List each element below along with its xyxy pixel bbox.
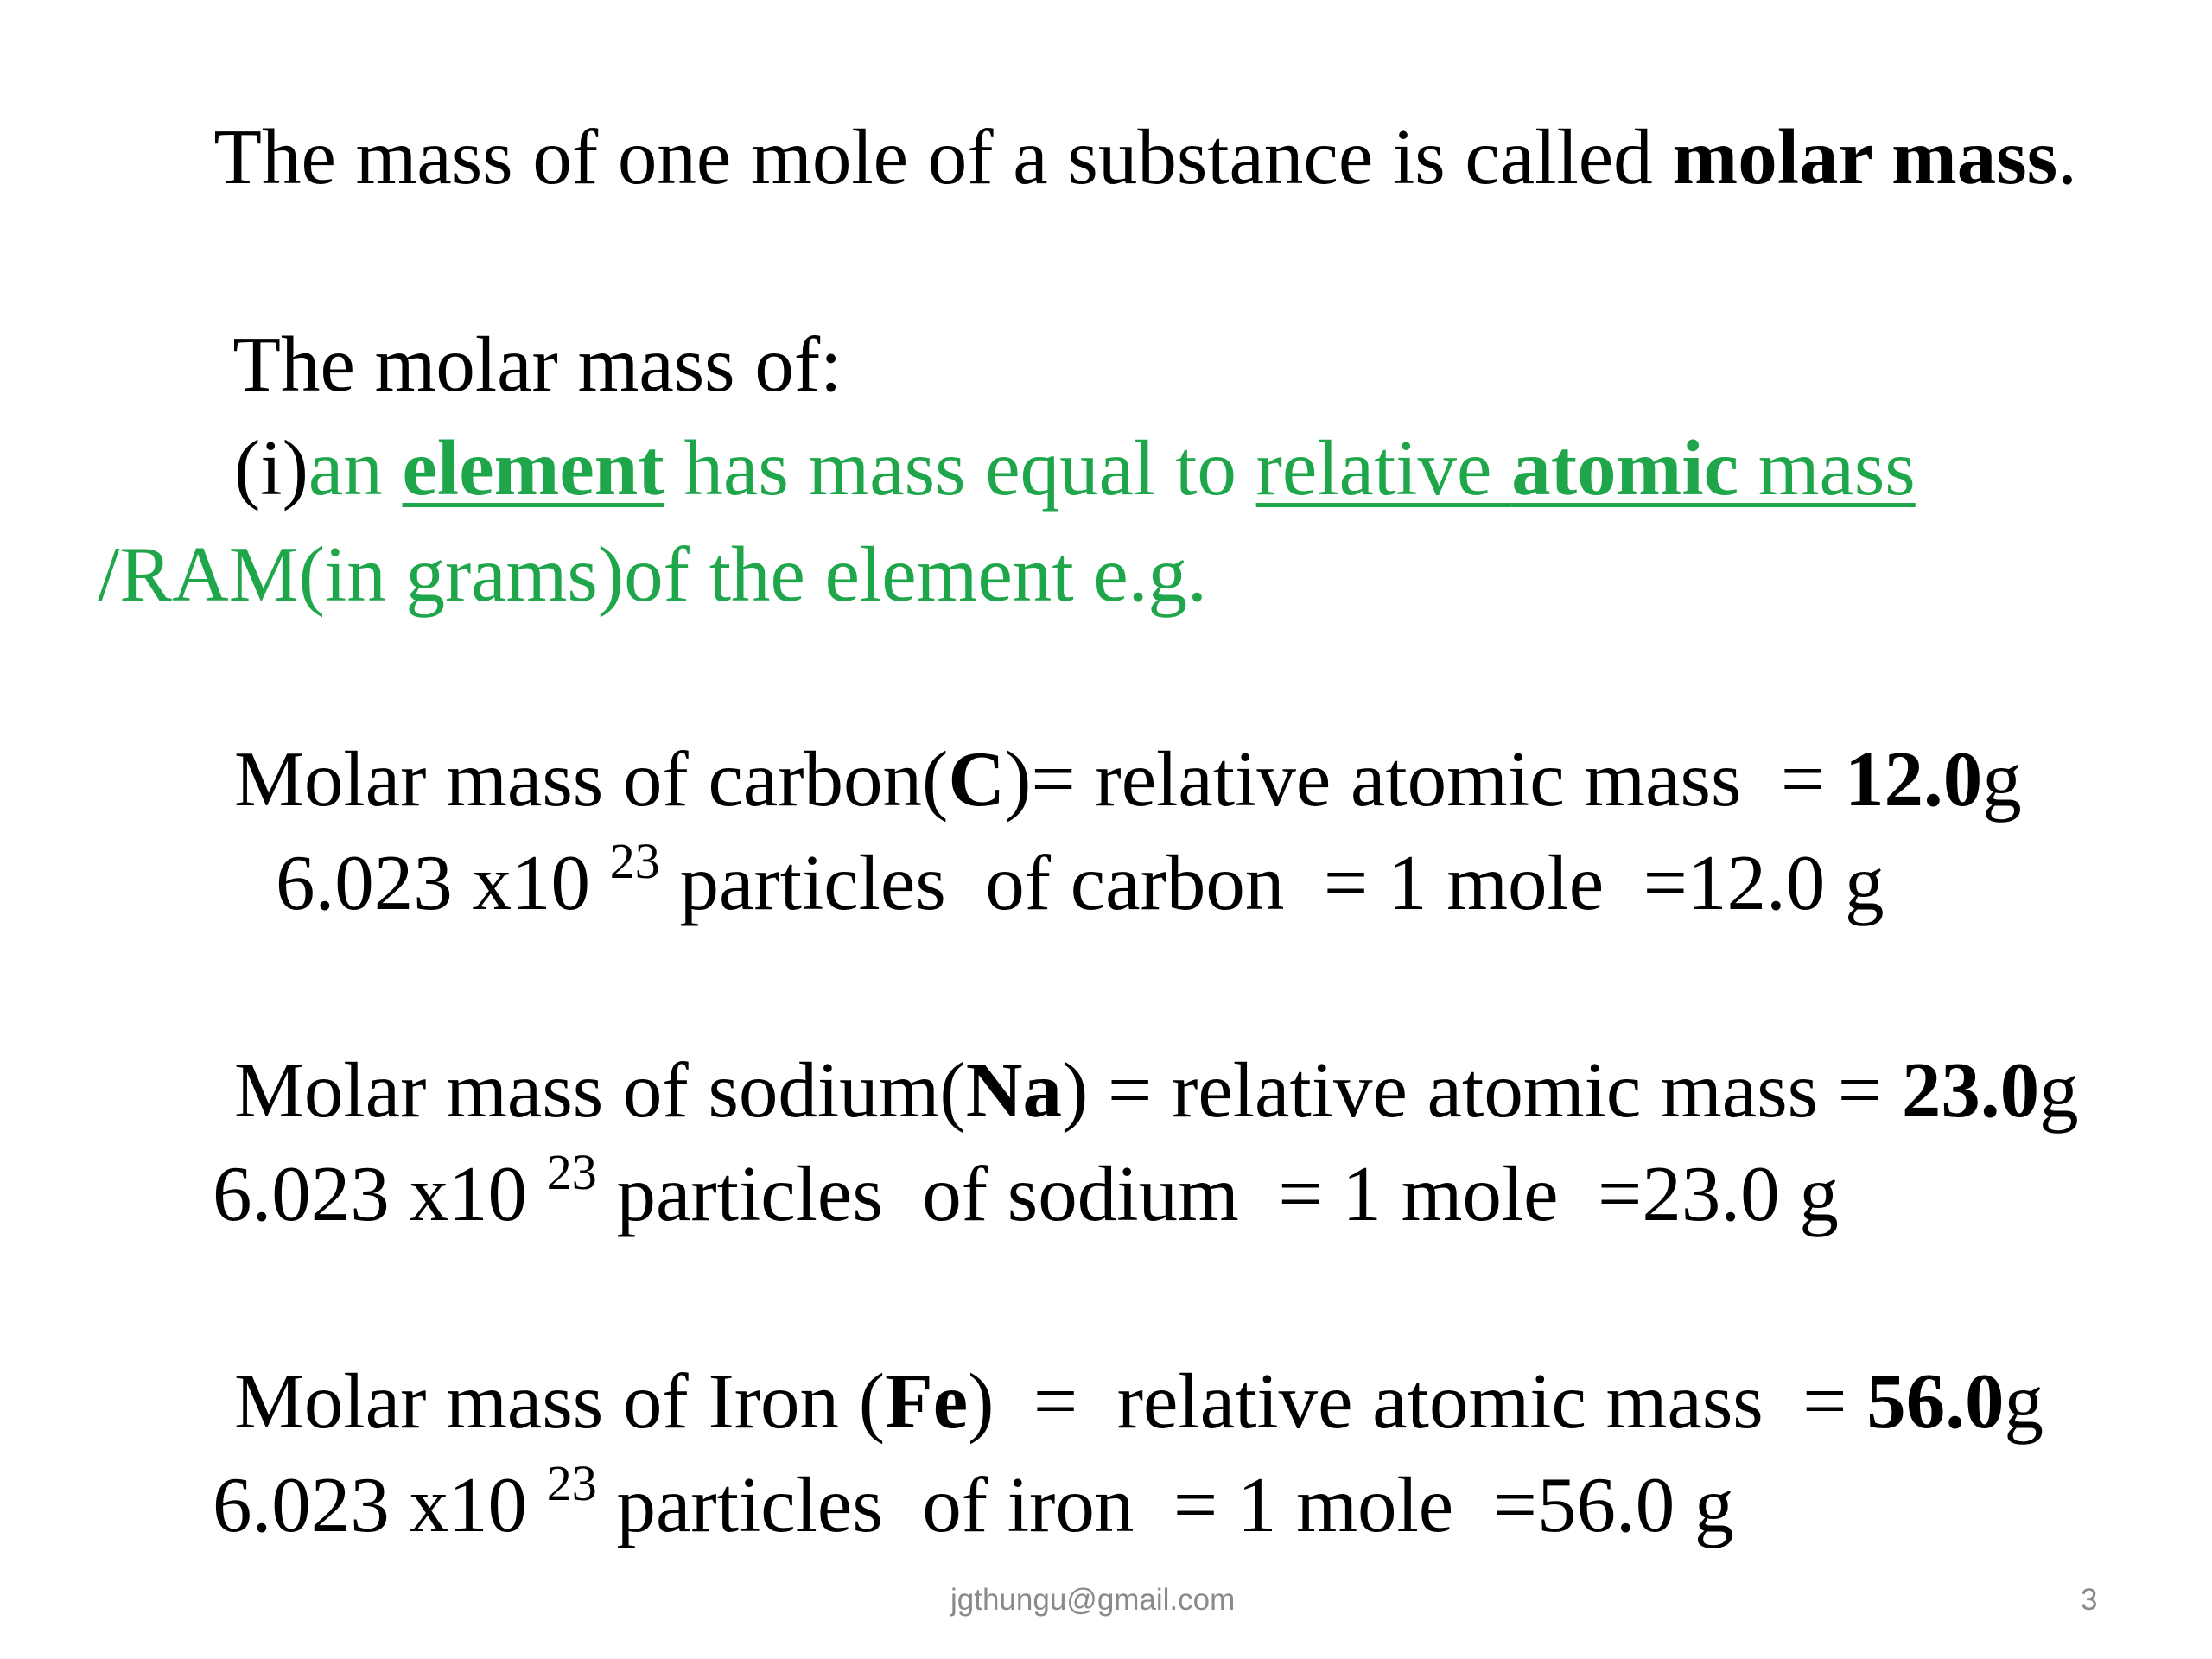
molar-mass-value-carbon: 12.0 — [1844, 735, 1983, 823]
example-label: Molar mass of carbon( — [234, 735, 949, 823]
particles-statement: particles of carbon = 1 mole =12.0 g — [659, 839, 1885, 926]
example-label: Molar mass of Iron ( — [234, 1357, 886, 1445]
particles-statement: particles of sodium = 1 mole =23.0 g — [596, 1150, 1839, 1237]
example-label: Molar mass of sodium( — [234, 1046, 966, 1134]
molar-mass-term: molar mass — [1672, 113, 2058, 200]
element-symbol-carbon: C — [948, 735, 1006, 823]
definition-line2-text: /RAM(in grams)of the element e.g. — [98, 531, 1207, 618]
example-iron-particles — [134, 1387, 1733, 1623]
example-equation: ) = relative atomic mass = — [1061, 1046, 1902, 1134]
relative-word: relative — [1255, 424, 1512, 512]
molar-mass-value-sodium: 23.0 — [1901, 1046, 2040, 1134]
example-carbon-particles — [197, 765, 1884, 1001]
point-prefix: (i) — [234, 424, 308, 512]
atomic-word: atomic — [1511, 424, 1738, 512]
element-symbol-sodium: Na — [965, 1046, 1062, 1134]
mass-word: mass — [1738, 424, 1916, 512]
molar-mass-value-iron: 56.0 — [1866, 1357, 2005, 1445]
avogadro-number: 6.023 x10 — [276, 839, 610, 926]
avogadro-number: 6.023 x10 — [213, 1461, 547, 1548]
unit: g — [2039, 1046, 2079, 1134]
footer-email: jgthungu@gmail.com — [950, 1583, 1236, 1617]
exponent: 23 — [546, 1144, 597, 1200]
intro-period: . — [2057, 113, 2077, 200]
element-term: element — [402, 424, 664, 512]
definition-heading-text: The molar mass of: — [232, 321, 842, 408]
element-symbol-iron: Fe — [885, 1357, 969, 1445]
page-number: 3 — [2081, 1583, 2098, 1617]
example-equation: ) = relative atomic mass = — [968, 1357, 1867, 1445]
particles-statement: particles of iron = 1 mole =56.0 g — [596, 1461, 1734, 1548]
definition-part2: has mass equal to — [664, 424, 1256, 512]
definition-part1: an — [308, 424, 403, 512]
exponent: 23 — [546, 1455, 597, 1511]
definition-point-line2 — [19, 456, 1207, 692]
unit: g — [2004, 1357, 2044, 1445]
intro-line — [137, 39, 2077, 275]
example-sodium-particles — [134, 1076, 1839, 1312]
intro-text: The mass of one mole of a substance is called — [213, 113, 1673, 200]
example-equation: )= relative atomic mass = — [1005, 735, 1845, 823]
unit: g — [1982, 735, 2022, 823]
exponent: 23 — [609, 833, 660, 889]
relative-atomic-mass-term — [1256, 424, 1916, 512]
avogadro-number: 6.023 x10 — [213, 1150, 547, 1237]
